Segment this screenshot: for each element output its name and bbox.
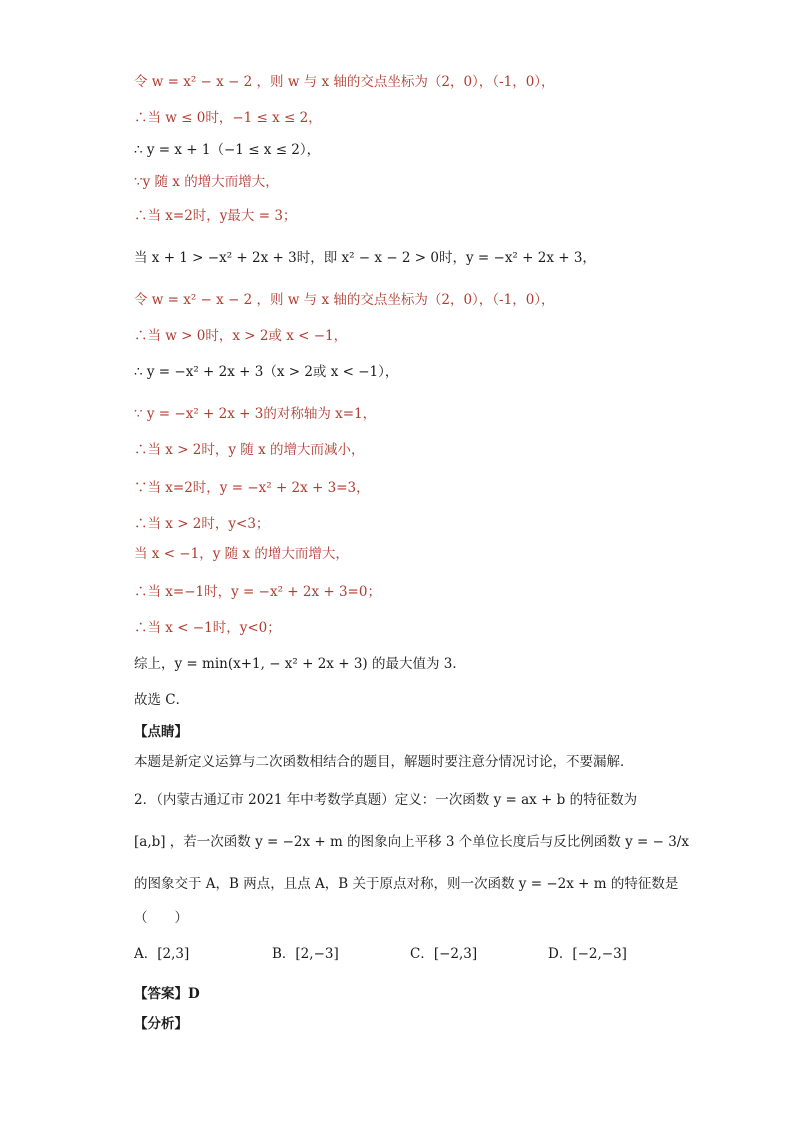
choice-option: C．[−2,3] bbox=[410, 946, 478, 962]
text-line: 【答案】D bbox=[134, 986, 200, 1002]
text-line: 【分析】 bbox=[134, 1016, 188, 1032]
text-line: 当 x + 1 > −x² + 2x + 3时，即 x² − x − 2 > 0时，y = −x² + 2x + 3， bbox=[134, 250, 596, 266]
text-line: ∴当 x > 2时，y<3； bbox=[134, 516, 270, 532]
text-line: ∴当 w > 0时，x > 2或 x < −1， bbox=[134, 328, 348, 344]
text-line: 综上，y = min(x+1, − x² + 2x + 3) 的最大值为 3． bbox=[134, 656, 466, 672]
choice-option: B．[2,−3] bbox=[272, 946, 339, 962]
text-line: 当 x < −1，y 随 x 的增大而增大， bbox=[134, 546, 349, 562]
text-line: [a,b] ，若一次函数 y = −2x + m 的图象向上平移 3 个单位长度后与反比例函数 y = − 3/x bbox=[134, 834, 689, 850]
text-line: ∴当 w ≤ 0时，−1 ≤ x ≤ 2， bbox=[134, 110, 322, 126]
text-line: 令 w = x² − x − 2 ，则 w 与 x 轴的交点坐标为（2，0），（-1，0）， bbox=[134, 292, 555, 308]
text-line: 故选 C． bbox=[134, 692, 190, 708]
choice-option: A．[2,3] bbox=[134, 946, 190, 962]
text-line: 【点睛】 bbox=[134, 724, 188, 740]
choice-option: D．[−2,−3] bbox=[548, 946, 627, 962]
text-line: 的图象交于 A，B 两点，且点 A，B 关于原点对称，则一次函数 y = −2x + m 的特征数是 bbox=[134, 876, 679, 892]
text-line: （ ） bbox=[134, 910, 188, 926]
text-line: 令 w = x² − x − 2 ，则 w 与 x 轴的交点坐标为（2，0），（-1，0）， bbox=[134, 74, 555, 90]
text-line: ∴ y = x + 1（−1 ≤ x ≤ 2）， bbox=[134, 142, 321, 158]
text-line: ∵ y = −x² + 2x + 3的对称轴为 x=1， bbox=[134, 406, 377, 422]
text-line: 2．（内蒙古通辽市 2021 年中考数学真题）定义：一次函数 y = ax + b 的特征数为 bbox=[134, 792, 638, 808]
text-line: ∴当 x > 2时，y 随 x 的增大而减小， bbox=[134, 442, 365, 458]
text-line: 本题是新定义运算与二次函数相结合的题目，解题时要注意分情况讨论，不要漏解． bbox=[134, 754, 634, 770]
text-line: ∴ y = −x² + 2x + 3（x > 2或 x < −1）， bbox=[134, 364, 399, 380]
text-line: ∵当 x=2时，y = −x² + 2x + 3=3， bbox=[134, 480, 370, 496]
text-line: ∴当 x < −1时，y<0； bbox=[134, 620, 281, 636]
text-line: ∴当 x=−1时，y = −x² + 2x + 3=0； bbox=[134, 584, 381, 600]
text-line: ∴当 x=2时，y最大 = 3； bbox=[134, 208, 297, 224]
text-line: ∵y 随 x 的增大而增大， bbox=[134, 174, 279, 190]
